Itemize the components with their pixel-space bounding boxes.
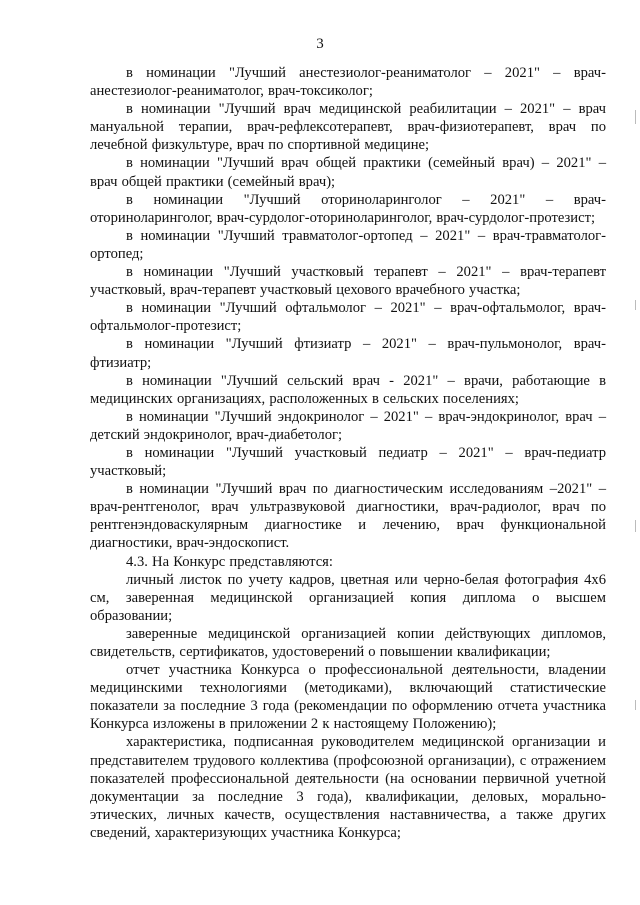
paragraph-activity-report: отчет участника Конкурса о профессиональной деятельности, владении медицинскими технологиями (методиками), включающий статистические показатели за последние 3 года (рекомендации по оформлению отчета участника Конкурса изложены в приложении 2 к настоящему Положению); [90,662,606,733]
paragraph-endocrinologist: в номинации "Лучший эндокринолог – 2021" – врач-эндокринолог, врач – детский эндокринолог, врач-диабетолог; [90,408,606,443]
scan-edge-mark [635,700,636,710]
paragraph-district-therapist: в номинации "Лучший участковый терапевт – 2021" – врач-терапевт участковый, врач-терапевт участковый цехового врачебного участка; [90,264,606,299]
paragraph-diagnostics: в номинации "Лучший врач по диагностическим исследованиям –2021" – врач-рентгенолог, врач ультразвуковой диагностики, врач-радиолог, врач по рентгенэндоваскулярным диагностике и лечению, врач функциональной диагностики, врач-эндоскопист. [90,481,606,552]
paragraph-rural-doctor: в номинации "Лучший сельский врач - 2021" – врачи, работающие в медицинских организациях, расположенных в сельских поселениях; [90,372,606,407]
scan-edge-mark [635,520,636,532]
page-number: 3 [316,36,324,52]
paragraph-phthisiatrician: в номинации "Лучший фтизиатр – 2021" – врач-пульмонолог, врач-фтизиатр; [90,336,606,371]
scan-edge-mark [635,110,636,124]
paragraph-otorhinolaryngologist: в номинации "Лучший оториноларинголог – 2021" – врач-оториноларинголог, врач-сурдолог-оториноларинголог, врач-сурдолог-протезист; [90,191,606,226]
paragraph-certified-copies: заверенные медицинской организацией копии действующих дипломов, свидетельств, сертификатов, удостоверений о повышении квалификации; [90,625,606,660]
document-body [90,64,606,842]
paragraph-ophthalmologist: в номинации "Лучший офтальмолог – 2021" – врач-офтальмолог, врач-офтальмолог-протезист; [90,300,606,335]
paragraph-characteristic: характеристика, подписанная руководителем медицинской организации и представителем трудового коллектива (профсоюзной организации), с отражением показателей профессиональной деятельности (на основании первичной учетной документации за последние 3 года), квалификации, деловых, морально-этических, личных качеств, осуществления наставничества, а также других сведений, характеризующих участника Конкурса; [90,734,606,841]
scan-edge-mark [635,300,636,310]
paragraph-anesthesiologist: в номинации "Лучший анестезиолог-реаниматолог – 2021" – врач-анестезиолог-реаниматолог, врач-токсиколог; [90,65,606,100]
section-heading-4-3: 4.3. На Конкурс представляются: [126,553,333,570]
paragraph-district-pediatrician: в номинации "Лучший участковый педиатр – 2021" – врач-педиатр участковый; [90,444,606,480]
paragraph-traumatologist: в номинации "Лучший травматолог-ортопед – 2021" – врач-травматолог-ортопед; [90,227,606,262]
paragraph-personnel-sheet: личный листок по учету кадров, цветная или черно-белая фотография 4х6 см, заверенная медицинской организацией копия диплома о высшем образовании; [90,571,606,624]
paragraph-general-practice: в номинации "Лучший врач общей практики (семейный врач) – 2021" – врач общей практики (семейный врач); [90,155,606,190]
paragraph-rehabilitation: в номинации "Лучший врач медицинской реабилитации – 2021" – врач мануальной терапии, врач-рефлексотерапевт, врач-физиотерапевт, врач по лечебной физкультуре, врач по спортивной медицине; [90,101,606,154]
